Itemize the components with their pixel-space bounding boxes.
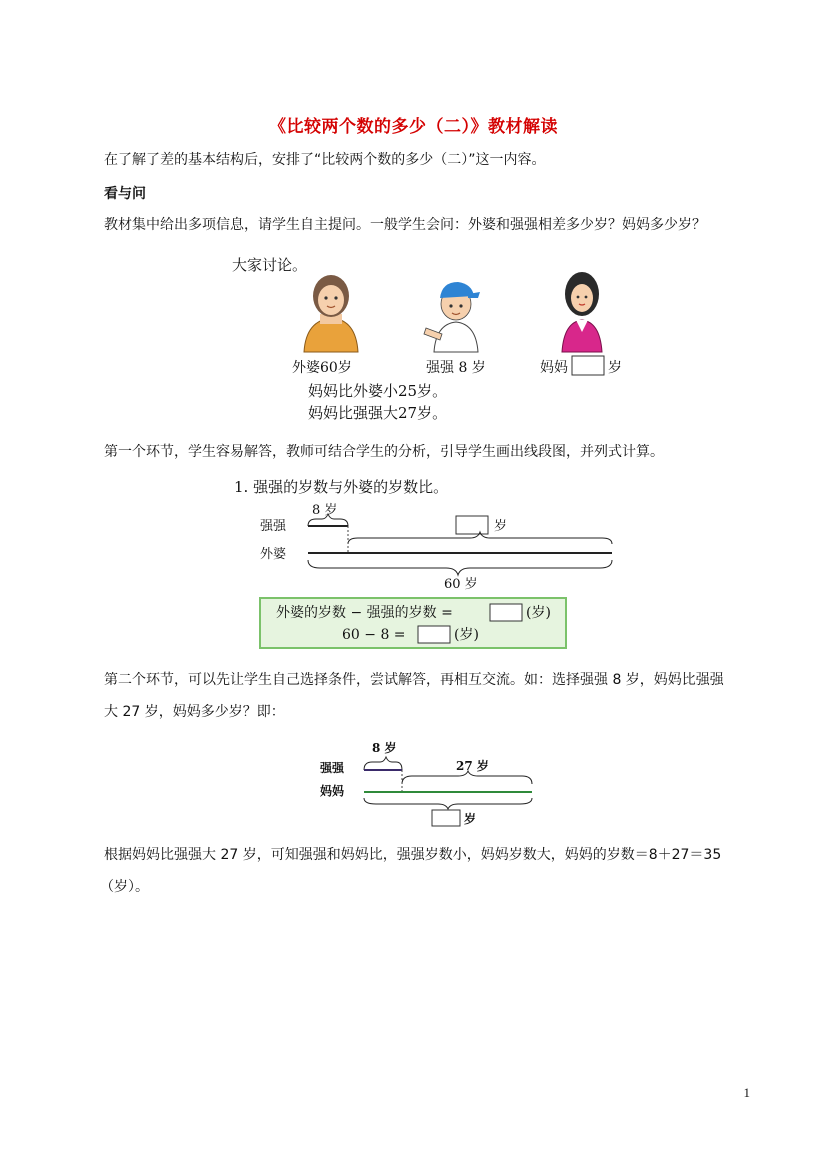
mom-age-unit: 岁 [608,360,622,376]
paragraph-3-line-1: 第二个环节，可以先让学生自己选择条件，尝试解答，再相互交流。如：选择强强 8 岁，妈妈比强强 [104,672,724,688]
figure2-unknown-unit: 岁 [494,519,508,534]
figure3-unknown-box [432,810,460,826]
figure1-statement-2: 妈妈比强强大27岁。 [308,404,448,422]
equation-2-unit: (岁) [454,627,479,643]
figure-line-diagram-2 [316,738,544,832]
figure3-8-label: 8 岁 [372,741,397,755]
mom-age-label: 妈妈 [540,360,568,376]
figure2-unknown-box [456,516,488,534]
page-title: 《比较两个数的多少（二）》教材解读 [269,117,558,137]
figure-discussion [228,248,628,428]
figure3-row-mom: 妈妈 [320,784,345,798]
paragraph-3-line-2: 大 27 岁，妈妈多少岁？即： [104,704,285,720]
equation-1-unit: (岁) [526,605,551,621]
figure3-unknown-unit: 岁 [464,812,477,826]
figure2-60-label: 60 岁 [444,577,478,592]
figure3-row-qiangqiang: 强强 [320,761,345,775]
mom-age-blank-box [572,356,604,375]
equation-2-left: 60 − 8 = [342,627,406,643]
figure1-statement-1: 妈妈比外婆小25岁。 [308,382,448,400]
figure2-row-qiangqiang: 强强 [260,519,287,534]
figure2-8-label: 8 岁 [312,503,338,518]
equation-1-blank [490,604,522,621]
figure2-row-grandma: 外婆 [260,547,287,562]
intro-paragraph: 在了解了差的基本结构后，安排了“比较两个数的多少（二）”这一内容。 [104,152,546,168]
page-number: 1 [743,1085,750,1100]
mom-illustration [562,272,602,352]
paragraph-1: 教材集中给出多项信息，请学生自主提问。一般学生会问：外婆和强强相差多少岁？妈妈多少岁？ [104,217,706,233]
paragraph-2: 第一个环节，学生容易解答，教师可结合学生的分析，引导学生画出线段图，并列式计算。 [104,444,664,460]
equation-1-left: 外婆的岁数 − 强强的岁数 = [276,605,453,621]
equation-2-blank [418,626,450,643]
boy-illustration [424,282,480,352]
figure1-heading: 大家讨论。 [232,256,308,274]
grandma-age-label: 外婆60岁 [292,360,352,376]
paragraph-4-line-1: 根据妈妈比强强大 27 岁，可知强强和妈妈比，强强岁数小，妈妈岁数大，妈妈的岁数＝8＋27＝35 [104,847,722,863]
grandma-illustration [304,275,358,352]
figure2-heading: 1. 强强的岁数与外婆的岁数比。 [234,478,449,496]
paragraph-4-line-2: （岁）。 [100,879,149,895]
figure3-27-label: 27 岁 [456,759,489,773]
qiangqiang-age-label: 强强 8 岁 [426,360,486,376]
figure-line-diagram-1 [232,476,622,652]
section-heading: 看与问 [104,186,146,202]
